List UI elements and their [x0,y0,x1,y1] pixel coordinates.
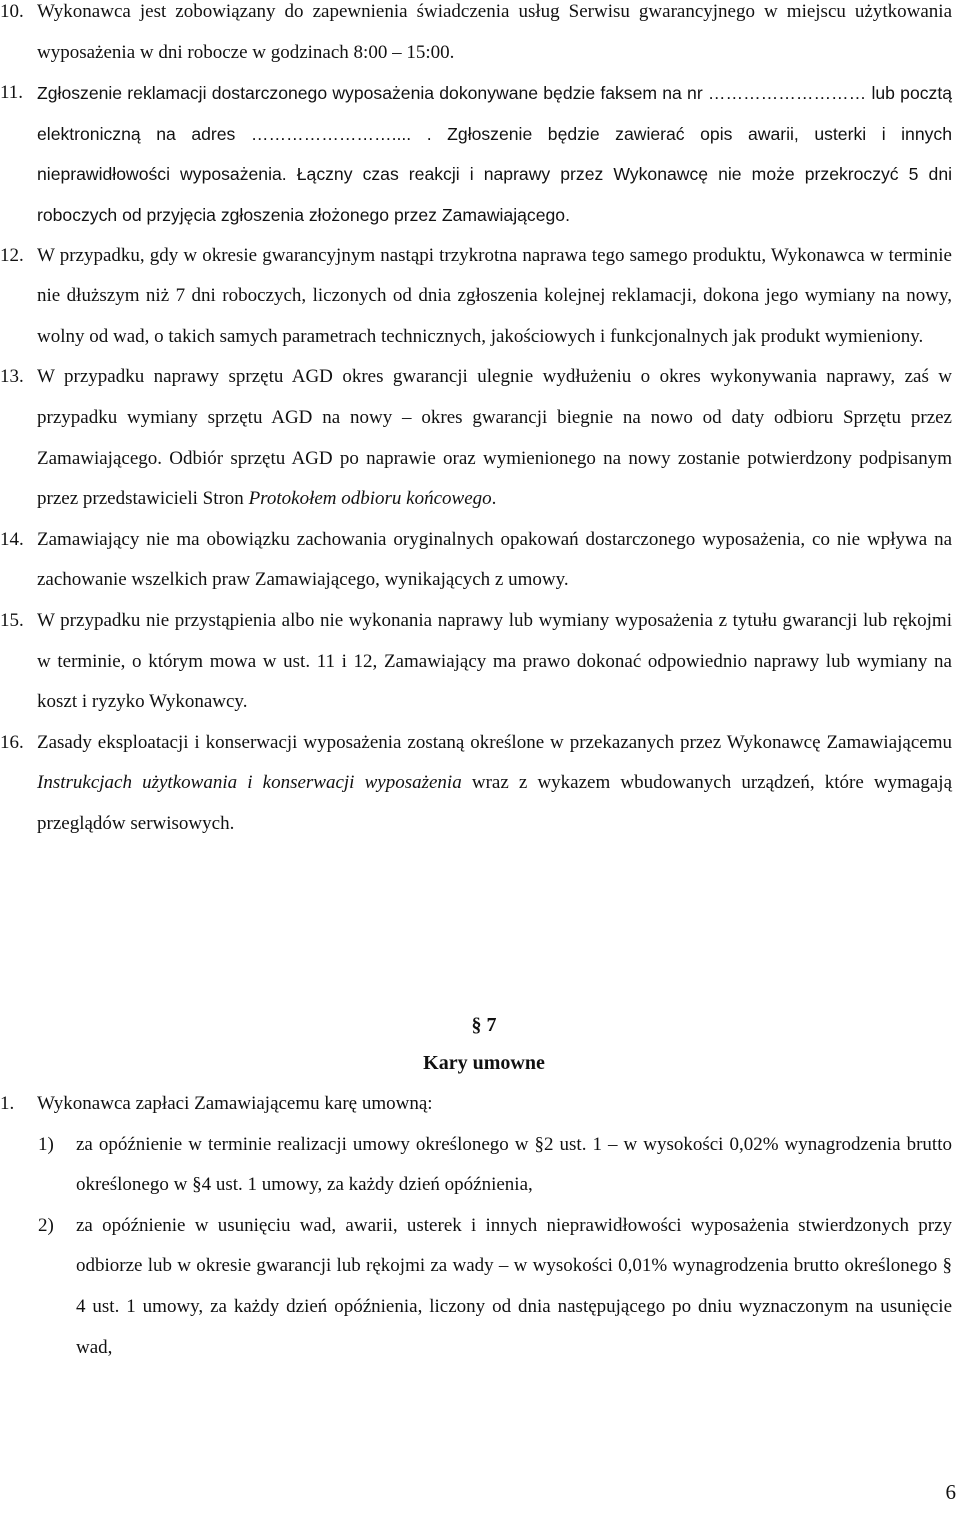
list-item-16 [0,723,952,845]
item-text: Wykonawca zapłaci Zamawiającemu karę umowną: [37,1093,433,1114]
list-item-12 [0,236,952,358]
section-7 [0,1006,956,1368]
item-text-part: Łączny czas reakcji i naprawy przez Wykonawcę nie może przekroczyć 5 dni roboczych od przyjęcia zgłoszenia złożonego przez Zamawiającego. [37,164,953,225]
item-number: 16. [0,731,24,753]
item-number: 13. [0,366,24,388]
item-text-part: Zgłoszenie reklamacji dostarczonego wyposażenia dokonywane będzie faksem na nr ……………………… lub pocztą elektroniczną na adres …………………….... . [37,83,952,144]
item-text-part: wraz z wykazem wbudowanych urządzeń, które wymagają przeglądów serwisowych. [37,772,953,834]
item-text: za opóźnienie w terminie realizacji umowy określonego w §2 ust. 1 – w wysokości 0,02% wynagrodzenia brutto określonego w §4 ust. 1 umowy, za każdy dzień opóźnienia, [76,1133,952,1196]
item-number: 11. [0,82,24,104]
item-number: 1) [38,1133,54,1155]
item-text: za opóźnienie w usunięciu wad, awarii, usterek i innych nieprawidłowości wyposażenia stwierdzonych przy odbiorze lub w okresie gwarancji lub rękojmi za wady – w wysokości 0,01% wynagrodzenia brutto określonego § 4 ust. 1 umowy, za każdy dzień opóźnienia, liczony od dnia następującego po dniu wyznaczonym na usunięcie wad, [76,1214,952,1358]
item-text: Wykonawca jest zobowiązany do zapewnienia świadczenia usług Serwisu gwarancyjnego w miejscu użytkowania wyposażenia w dni robocze w godzinach 8:00 – 15:00. [37,1,952,63]
item-number: 2) [38,1214,54,1236]
item-text: Zamawiający nie ma obowiązku zachowania oryginalnych opakowań dostarczonego wyposażenia, co nie wpływa na zachowanie wszelkich praw Zamawiającego, wynikających z umowy. [37,528,952,591]
item-text [37,357,952,519]
list-item-15 [0,601,952,723]
item-text-part: W przypadku naprawy sprzętu AGD okres gwarancji ulegnie wydłużeniu o okres wykonywania naprawy, zaś w przypadku wymiany sprzętu AGD na nowy – okres gwarancji biegnie na nowo od daty odbioru Sprzętu przez Zamawiającego. Odbiór sprzętu AGD po naprawie oraz wymienionego na nowy zostanie potwierdzony podpisanym przez przedstawicieli Stron [37,366,952,510]
clause-1 [0,1084,952,1125]
item-text: W przypadku nie przystąpienia albo nie wykonania naprawy lub wymiany wyposażenia z tytułu gwarancji lub rękojmi w terminie, o którym mowa w ust. 11 i 12, Zamawiający ma prawo dokonać odpowiednio naprawy lub wymiany na koszt i ryzyko Wykonawcy. [37,609,952,713]
section-symbol: § 7 [471,1014,497,1036]
item-text-part: Zasady eksploatacji i konserwacji wyposażenia zostaną określone w przekazanych przez Wykonawcę Zamawiającemu [37,731,952,753]
item-number: 15. [0,609,24,631]
section-title: Kary umowne [423,1052,545,1074]
item-text [37,73,952,235]
item-number: 1. [0,1093,15,1114]
sub-item-2 [0,1206,952,1368]
item-number: 12. [0,244,24,266]
item-text: W przypadku, gdy w okresie gwarancyjnym nastąpi trzykrotna naprawa tego samego produktu, Wykonawca w terminie nie dłuższym niż 7 dni roboczych, liczonych od dnia zgłoszenia kolejnej reklamacji, dokona jego wymiany na nowy, wolny od wad, o takich samych parametrach technicznych, jakościowych i funkcjonalnych jak produkt wymieniony. [37,244,952,347]
item-number: 14. [0,528,24,550]
sub-item-1 [0,1125,952,1206]
item-number: 10. [0,1,24,22]
item-text-part: . [491,488,497,510]
item-text-part: Zgłoszenie będzie zawierać opis awarii, usterki i innych nieprawidłowości wyposażenia. [37,123,952,185]
item-text [37,723,952,845]
item-text-italic: Instrukcjach użytkowania i konserwacji wyposażenia [37,772,462,794]
page-number: 6 [945,1480,956,1504]
list-item-11 [0,73,952,235]
list-item-14 [0,520,952,601]
list-item-13 [0,357,952,519]
item-text-italic: Protokołem odbioru końcowego [248,488,492,510]
list-item-10 [0,0,952,73]
